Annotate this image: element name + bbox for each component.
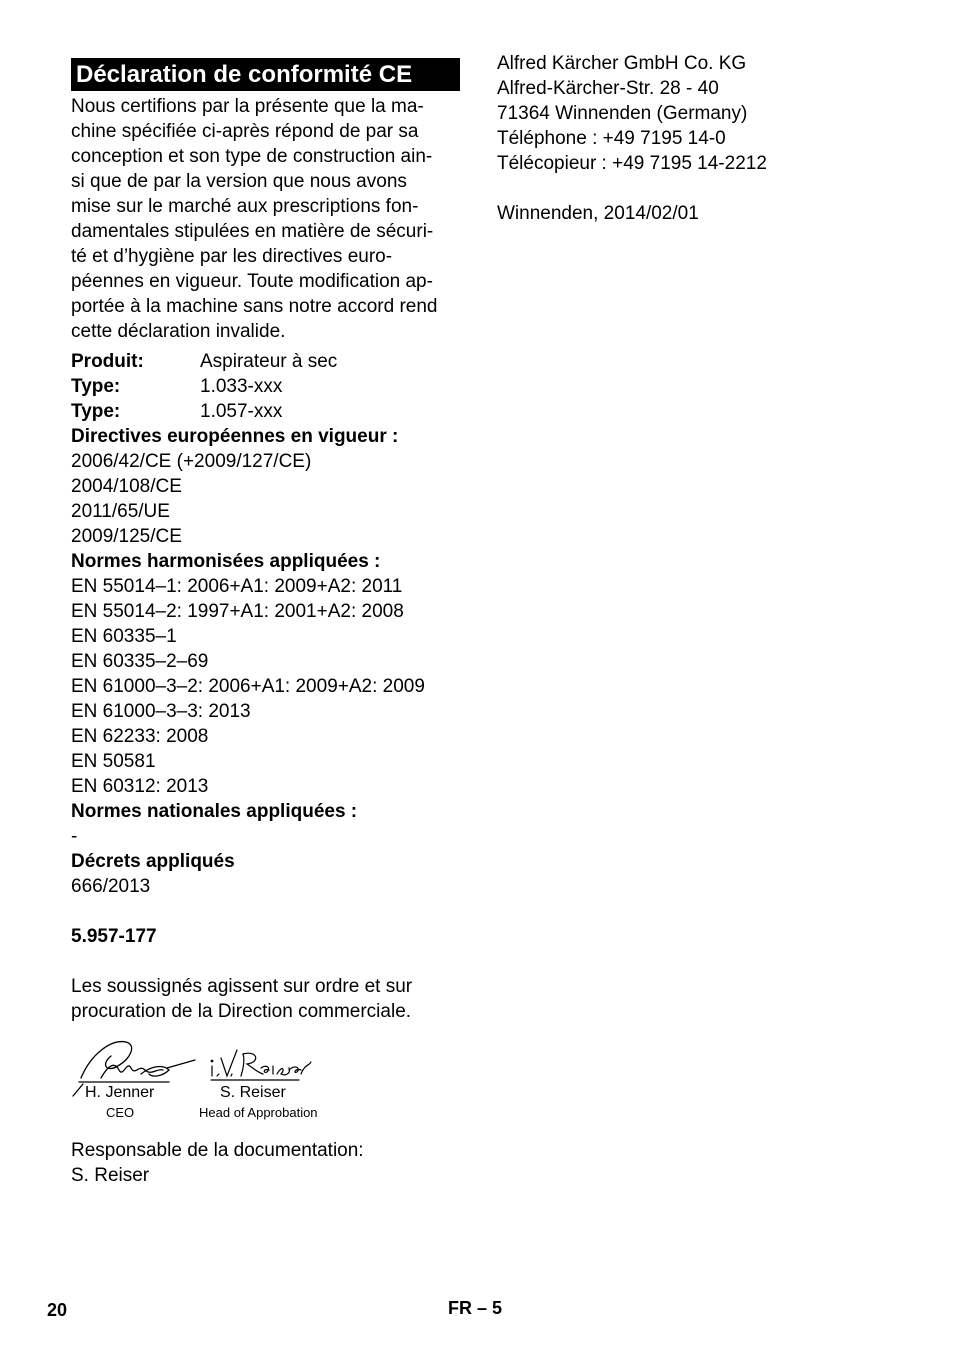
type-value: 1.033-xxx	[200, 376, 283, 397]
left-column	[71, 94, 463, 1024]
responsible-block	[71, 1138, 364, 1188]
national-value: -	[71, 826, 78, 847]
responsible-name: S. Reiser	[71, 1165, 150, 1186]
harmonized-item: EN 55014–1: 2006+A1: 2009+A2: 2011	[71, 576, 403, 597]
type-label: Type:	[71, 376, 121, 397]
intro-line: té et d’hygiène par les directives euro-	[71, 246, 393, 267]
address-line: Alfred Kärcher GmbH Co. KG	[497, 53, 747, 74]
signatories-line: procuration de la Direction commerciale.	[71, 1001, 412, 1022]
intro-paragraph	[71, 94, 463, 344]
harmonized-item: EN 62233: 2008	[71, 726, 209, 747]
type-row	[71, 399, 463, 424]
directive-item: 2011/65/UE	[71, 501, 170, 522]
decrees-heading: Décrets appliqués	[71, 851, 235, 872]
harmonized-item: EN 61000–3–3: 2013	[71, 701, 251, 722]
intro-line: conception et son type de construction ain-	[71, 146, 433, 167]
intro-line: chine spécifiée ci-après répond de par sa	[71, 121, 419, 142]
right-column	[497, 51, 917, 226]
section-label: FR – 5	[448, 1298, 503, 1318]
type-row	[71, 374, 463, 399]
directives-heading: Directives européennes en vigueur :	[71, 426, 399, 447]
directive-item: 2006/42/CE (+2009/127/CE)	[71, 451, 312, 472]
harmonized-item: EN 60335–2–69	[71, 651, 209, 672]
harmonized-item: EN 61000–3–2: 2006+A1: 2009+A2: 2009	[71, 676, 425, 697]
directive-item: 2009/125/CE	[71, 526, 182, 547]
document-number: 5.957-177	[71, 926, 157, 947]
signatory-name: S. Reiser	[220, 1084, 286, 1101]
product-label: Produit:	[71, 351, 144, 372]
product-row	[71, 349, 463, 374]
harmonized-item: EN 55014–2: 1997+A1: 2001+A2: 2008	[71, 601, 404, 622]
harmonized-item: EN 60312: 2013	[71, 776, 209, 797]
signatory-role: CEO	[106, 1105, 135, 1120]
harmonized-heading: Normes harmonisées appliquées :	[71, 551, 381, 572]
signature-block	[71, 1034, 361, 1124]
decrees-value: 666/2013	[71, 876, 151, 897]
product-value: Aspirateur à sec	[200, 351, 338, 372]
spacer	[497, 176, 917, 201]
address-line: Alfred-Kärcher-Str. 28 - 40	[497, 78, 719, 99]
responsible-label: Responsable de la documentation:	[71, 1140, 364, 1161]
intro-line: péennes en vigueur. Toute modification ap-	[71, 271, 433, 292]
intro-line: portée à la machine sans notre accord rend	[71, 296, 438, 317]
place-date: Winnenden, 2014/02/01	[497, 203, 699, 224]
intro-line: si que de par la version que nous avons	[71, 171, 407, 192]
intro-line: mise sur le marché aux prescriptions fon-	[71, 196, 419, 217]
signatory-name: H. Jenner	[85, 1084, 155, 1101]
spacer	[71, 899, 463, 924]
intro-line: cette déclaration invalide.	[71, 321, 286, 342]
signatory-role: Head of Approbation	[199, 1105, 318, 1120]
directive-item: 2004/108/CE	[71, 476, 182, 497]
harmonized-item: EN 50581	[71, 751, 156, 772]
address-line: Télécopieur : +49 7195 14-2212	[497, 153, 767, 174]
type-value: 1.057-xxx	[200, 401, 283, 422]
intro-line: Nous certifions par la présente que la ma-	[71, 96, 424, 117]
type-label: Type:	[71, 401, 121, 422]
page-title: Déclaration de conformité CE	[71, 58, 460, 91]
harmonized-item: EN 60335–1	[71, 626, 177, 647]
signatories-line: Les soussignés agissent sur ordre et sur	[71, 976, 413, 997]
address-line: 71364 Winnenden (Germany)	[497, 103, 748, 124]
intro-line: damentales stipulées en matière de sécuri-	[71, 221, 434, 242]
national-heading: Normes nationales appliquées :	[71, 801, 358, 822]
page-number: 20	[47, 1300, 68, 1320]
address-line: Téléphone : +49 7195 14-0	[497, 128, 726, 149]
spacer	[71, 949, 463, 974]
